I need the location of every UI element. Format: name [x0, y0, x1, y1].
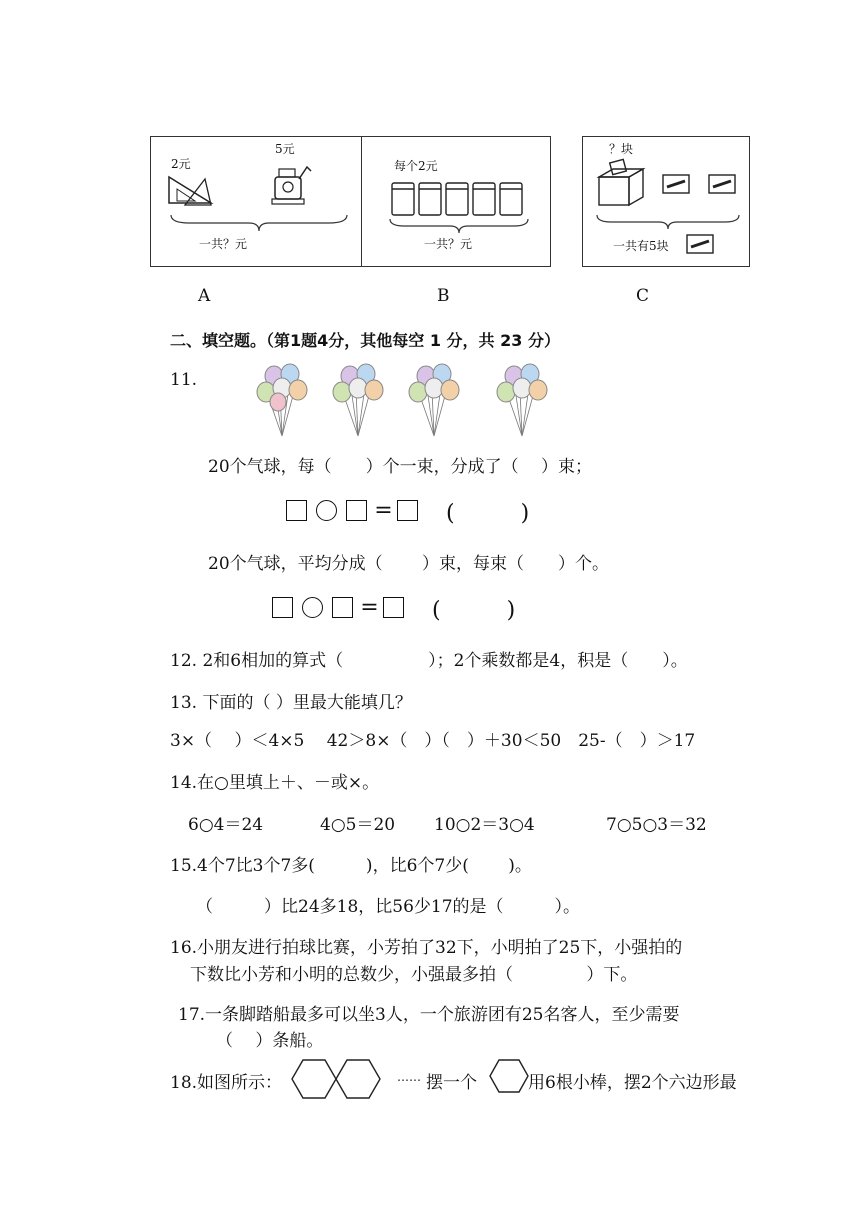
eraser-icon [685, 233, 715, 255]
q18-prefix: 18.如图所示： [170, 1073, 283, 1093]
answer-box[interactable] [383, 597, 404, 618]
answer-box[interactable] [346, 500, 367, 521]
balloon-bunch-icon [254, 360, 310, 440]
box-of-erasers-icon [593, 155, 653, 213]
q18-mid: 摆一个 [426, 1073, 477, 1093]
brace-line [388, 217, 530, 235]
balloon-bunch-icon [494, 360, 550, 440]
picture-caption-c: C [636, 286, 650, 306]
q14-title: 14.在○里填上＋、－或×。 [170, 773, 380, 793]
equals-sign: = [360, 595, 379, 620]
eraser-icon [707, 173, 737, 195]
question-number: 11. [170, 370, 198, 390]
total-label: 一共？元 [199, 237, 248, 251]
picture-caption-a: A [198, 286, 211, 306]
answer-box[interactable] [272, 597, 293, 618]
q17-line2: （ ）条船。 [216, 1031, 324, 1051]
q17-line1: 17.一条脚踏船最多可以坐3人，一个旅游团有25名客人，至少需要 [178, 1005, 680, 1025]
operator-circle[interactable] [302, 597, 323, 618]
balloon-bunch-icon [330, 360, 386, 440]
brace-line [595, 213, 741, 231]
question-label: ？块 [609, 142, 634, 156]
pencil-sharpener-icon [269, 159, 313, 207]
unit-answer[interactable]: ( ) [432, 598, 516, 623]
q14-item: 7○5○3＝32 [606, 815, 707, 835]
q15-line2: （ ）比24多18，比56少17的是（ ）。 [196, 897, 581, 917]
equals-sign: = [374, 498, 393, 523]
q14-item: 4○5＝20 [320, 815, 396, 835]
brace-line [169, 213, 349, 233]
section-title: 二、填空题。（第1题4分，其他每空 1 分，共 23 分） [170, 331, 560, 350]
double-hexagon-icon [290, 1058, 384, 1100]
answer-box[interactable] [286, 500, 307, 521]
q12-text: 12. 2和6相加的算式（ ）；2个乘数都是4，积是（ ）。 [170, 651, 688, 671]
q13-items: 3×（ ）＜4×5 42＞8×（ ）（ ）＋30＜50 25-（ ）＞17 [170, 731, 696, 751]
q11-line1: 20个气球，每（ ）个一束，分成了（ ）束； [208, 457, 593, 477]
unit-answer[interactable]: ( ) [446, 501, 530, 526]
answer-box[interactable] [397, 500, 418, 521]
balloon-bunch-icon [406, 360, 462, 440]
price-label: 每个2元 [394, 159, 438, 173]
eraser-icon [661, 173, 691, 195]
total-label: 一共？元 [424, 237, 473, 251]
answer-box[interactable] [332, 597, 353, 618]
picture-a [150, 136, 368, 267]
picture-c [582, 136, 750, 267]
picture-b [361, 136, 551, 267]
q14-item: 6○4＝24 [188, 815, 264, 835]
q11-formula-1 [286, 498, 422, 523]
total-label: 一共有5块 [613, 239, 669, 253]
price-label: 5元 [275, 142, 295, 156]
balloon-bunches [254, 360, 554, 440]
q16-line1: 16.小朋友进行拍球比赛，小芳拍了32下，小明拍了25下，小强拍的 [170, 938, 683, 958]
operator-circle[interactable] [316, 500, 337, 521]
q14-item: 10○2＝3○4 [434, 815, 535, 835]
ellipsis: …… [397, 1070, 421, 1084]
q15-line1: 15.4个7比3个7多( )，比6个7少( )。 [170, 856, 532, 876]
q11-formula-2 [272, 595, 408, 620]
price-label: 2元 [171, 157, 191, 171]
q11-line2: 20个气球，平均分成（ ）束，每束（ ）个。 [208, 554, 610, 574]
battery-cans-icon [390, 179, 526, 219]
q13-title: 13. 下面的（ ）里最大能填几？ [170, 693, 412, 713]
set-square-icon [165, 173, 215, 209]
q18-suffix: 用6根小棒，摆2个六边形最 [528, 1073, 737, 1093]
hexagon-icon [488, 1058, 530, 1094]
picture-caption-b: B [437, 286, 450, 306]
q16-line2: 下数比小芳和小明的总数少，小强最多拍（ ）下。 [190, 965, 638, 985]
